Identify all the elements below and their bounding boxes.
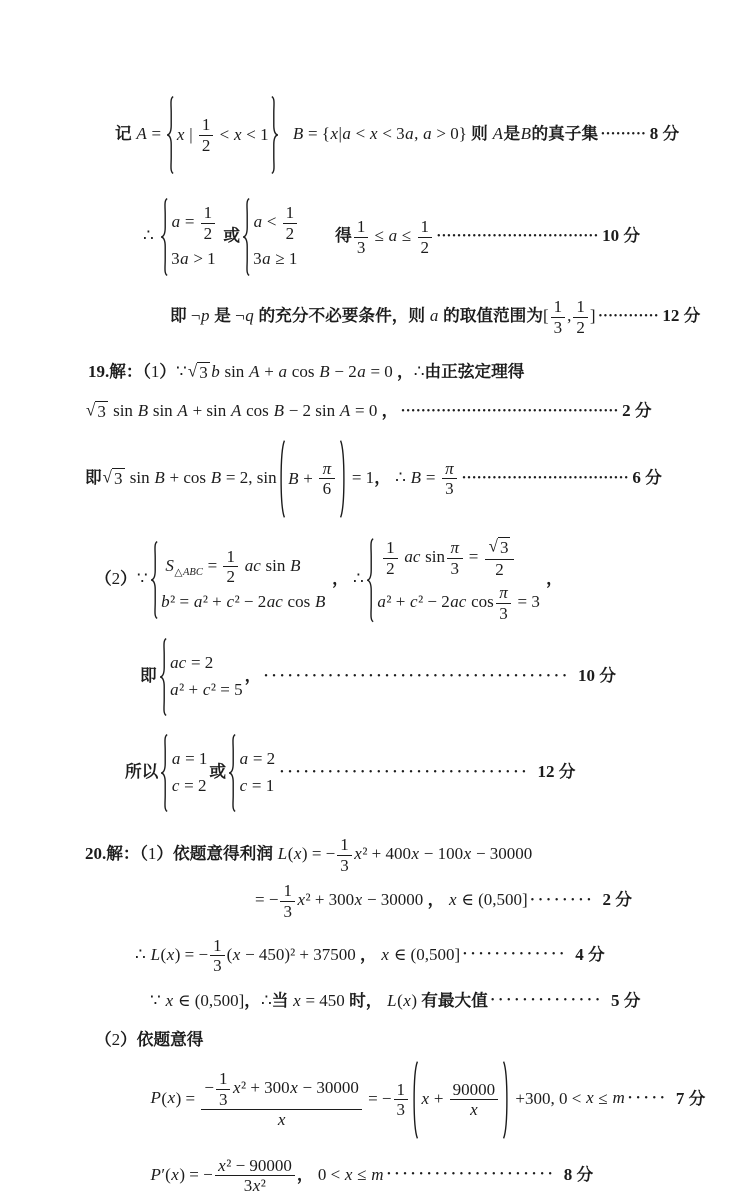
- equation-system: $S_{\triangle ABC}$ = $\frac{1}{2}$ ac sin B b² = a² + c² − 2ac cos B: [150, 540, 326, 620]
- paren-group: x + $\frac{90000}{x}$: [411, 1060, 510, 1140]
- system-or-line: ∴ a = $\frac{1}{2}$ 3a > 1 或 a < $\frac{1}{2}$ 3a ≥ 1 得 $\frac{1}{3}$ ≤ a ≤ $\frac{1}{2}$ •••••••••••••••••••••••••••••••• 10 分: [143, 197, 744, 277]
- subset-condition-line: 记 A = x | $\frac{1}{2}$ < x < 1 B = {x|a < x < 3a, a > 0} 则 A是B的真子集 ••••••••• 8 分: [115, 95, 744, 175]
- maximum-conclusion-line: ∵ x ∈ (0,500]，∴当 x = 450 时， L(x) 有最大值 •••••••••••••• 5 分: [150, 990, 641, 1010]
- fraction: $\frac{\pi}{3}$: [496, 583, 512, 623]
- fraction: $\frac{1}{3}$: [551, 297, 566, 337]
- dot-leader: •••••••••: [601, 128, 647, 140]
- score-label: 10 分: [573, 666, 616, 686]
- brace-glyph: [160, 197, 168, 277]
- fraction: $\frac{1}{3}$: [210, 936, 225, 976]
- paren-group: B + $\frac{\pi}{6}$: [278, 439, 347, 519]
- fraction: $\frac{1}{2}$: [201, 203, 216, 243]
- fraction: $\frac{1}{2}$: [573, 297, 588, 337]
- paren-glyph: [339, 439, 347, 519]
- score-label: 4 分: [571, 944, 605, 964]
- paren-glyph: [502, 1060, 510, 1140]
- fraction: $\frac{\pi}{6}$: [319, 459, 335, 499]
- dot-leader: ••••••••••••••••••••••••••••••••••••••: [264, 671, 571, 683]
- problem19-part2-systems-line: （2）∵ $S_{\triangle ABC}$ = $\frac{1}{2}$ ac sin B b² = a² + c² − 2ac cos B ， ∴ $\frac{1}{2}$ ac sin $\frac{\pi}{3}$ = √ 3 2 a² + c² − 2ac cos $\frac{\pi}{3}$ = 3 ，: [95, 536, 563, 623]
- angle-b-solution-line: 即 √ 3 sin B + cos B = 2, sin B + $\frac{\pi}{6}$ = 1， ∴ B = $\frac{\pi}{3}$ ••••••••••••••••••••••••••••••••• 6 分: [85, 439, 744, 519]
- brace-glyph: [271, 95, 279, 175]
- radical: √ 3: [86, 400, 106, 422]
- sine-rule-expansion-line: √ 3 sin B sin A + sin A cos B − 2 sin A = 0 ， ••••••••••••••••••••••••••••••••••••••••••• 2 分: [86, 400, 652, 422]
- brace-glyph: [150, 540, 158, 620]
- fraction: − $\frac{1}{3}$ x² + 300x − 30000 x: [201, 1069, 361, 1130]
- score-label: 5 分: [606, 990, 641, 1010]
- dot-leader: •••••••••••••••••••••••••••••••: [280, 767, 531, 779]
- profit-simplified-line: = − $\frac{1}{3}$ x² + 300x − 30000 ， x ∈ (0,500] •••••••• 2 分: [255, 881, 632, 922]
- equation-system: a = 2 c = 1: [228, 733, 275, 813]
- fraction: $\frac{1}{3}$: [394, 1080, 409, 1120]
- fraction: $\frac{1}{2}$: [418, 217, 433, 257]
- dot-leader: ••••••••••••••••••••••••••••••••: [437, 230, 600, 242]
- score-label: 7 分: [671, 1088, 706, 1108]
- equation-system: $\frac{1}{2}$ ac sin $\frac{\pi}{3}$ = √ 3 2 a² + c² − 2ac cos $\frac{\pi}{3}$ = 3: [366, 537, 540, 623]
- paren-glyph: [278, 439, 286, 519]
- paren-glyph: [411, 1060, 419, 1140]
- radical: √ 3: [187, 361, 208, 383]
- equation-system: a = 1 c = 2: [160, 733, 207, 813]
- range-conclusion-line: 即 ¬p 是 ¬q 的充分不必要条件，则 a 的取值范围为[ $\frac{1}{3}$ , $\frac{1}{2}$ ] •••••••••••• 12 分: [170, 297, 701, 337]
- bold-label: 19.: [88, 362, 110, 382]
- radical: √ 3: [102, 467, 123, 489]
- average-profit-line: P(x) = − $\frac{1}{3}$ x² + 300x − 30000 x = − $\frac{1}{3}$ x + $\frac{90000}{x}$ +300, 0 < x ≤ m ••••• 7 分: [150, 1060, 744, 1140]
- brace-glyph: [166, 95, 174, 175]
- score-label: 12 分: [662, 305, 701, 325]
- brace-glyph: [242, 197, 250, 277]
- fraction: $\frac{1}{3}$: [354, 217, 369, 257]
- document-page: [0, 95, 744, 1196]
- dot-leader: •••••••••••••••••••••••••••••••••••••••••••: [401, 405, 620, 417]
- dot-leader: •••••••••••••: [463, 949, 568, 961]
- dot-leader: ••••••••••••: [598, 310, 660, 322]
- score-label: 2 分: [598, 890, 632, 910]
- fraction: $\frac{\pi}{3}$: [442, 459, 458, 499]
- score-label: 2 分: [622, 401, 652, 421]
- brace-glyph: [228, 733, 236, 813]
- subscript: △ABC: [174, 567, 203, 579]
- fraction: $\frac{1}{2}$: [383, 538, 398, 578]
- dot-leader: •••••: [628, 1093, 669, 1105]
- fraction: $\frac{90000}{x}$: [450, 1080, 499, 1120]
- braced-group: x | $\frac{1}{2}$ < x < 1: [166, 95, 278, 175]
- brace-glyph: [366, 537, 374, 623]
- derivative-line: P′(x) = − $\frac{\text{x² − 90000}}{\text{3x²}}$ ， 0 < x ≤ m ••••••••••••••••••••• 8 分: [150, 1155, 594, 1196]
- score-label: 12 分: [533, 762, 576, 782]
- system-simplified-line: 即 ac = 2 a² + c² = 5 ， •••••••••••••••••••••••••••••••••••••• 10 分: [140, 637, 744, 717]
- equation-system: ac = 2 a² + c² = 5: [159, 637, 243, 717]
- dot-leader: ••••••••••••••: [490, 995, 604, 1007]
- score-label: 10 分: [602, 225, 641, 245]
- fraction: $\frac{1}{3}$: [280, 881, 295, 921]
- score-label: 8 分: [559, 1164, 594, 1184]
- score-label: 6 分: [632, 467, 662, 487]
- solution-pairs-line: 所以 a = 1 c = 2 或 a = 2 c = 1 ••••••••••••••••••••••••••••••• 12 分: [125, 733, 744, 813]
- equation-system: a = $\frac{1}{2}$ 3a > 1: [160, 197, 217, 277]
- fraction: $\frac{1}{3}$: [216, 1069, 231, 1109]
- fraction: √ 3 2: [485, 537, 515, 579]
- problem19-part1-line: 19.解：（1）∵ √ 3 b sin A + a cos B − 2a = 0 ，∴由正弦定理得: [88, 361, 525, 383]
- dot-leader: •••••••••••••••••••••••••••••••••: [462, 472, 630, 484]
- fraction: $\frac{\text{x² − 90000}}{\text{3x²}}$: [215, 1156, 295, 1196]
- brace-glyph: [160, 733, 168, 813]
- vertex-form-line: ∴ L(x) = − $\frac{1}{3}$ (x − 450)² + 37500 ， x ∈ (0,500] ••••••••••••• 4 分: [135, 935, 605, 976]
- dot-leader: ••••••••: [530, 895, 596, 907]
- bold-label: 20.: [85, 844, 107, 864]
- score-label: 8 分: [649, 123, 680, 143]
- problem20-part1-line: 20.解：（1）依题意得利润 L(x) = − $\frac{1}{3}$ x² + 400x − 100x − 30000: [85, 835, 533, 875]
- fraction: $\frac{1}{3}$: [337, 835, 352, 875]
- fraction: $\frac{1}{2}$: [223, 547, 238, 587]
- radical: √ 3: [488, 536, 509, 558]
- fraction: $\frac{\pi}{3}$: [447, 538, 463, 578]
- fraction: $\frac{1}{2}$: [283, 203, 298, 243]
- equation-system: a < $\frac{1}{2}$ 3a ≥ 1: [242, 197, 299, 277]
- math-lines-container: [0, 95, 744, 1196]
- fraction: $\frac{1}{2}$: [199, 115, 214, 155]
- dot-leader: •••••••••••••••••••••: [387, 1169, 557, 1181]
- brace-glyph: [159, 637, 167, 717]
- part2-intro-line: （2）依题意得: [95, 1029, 204, 1049]
